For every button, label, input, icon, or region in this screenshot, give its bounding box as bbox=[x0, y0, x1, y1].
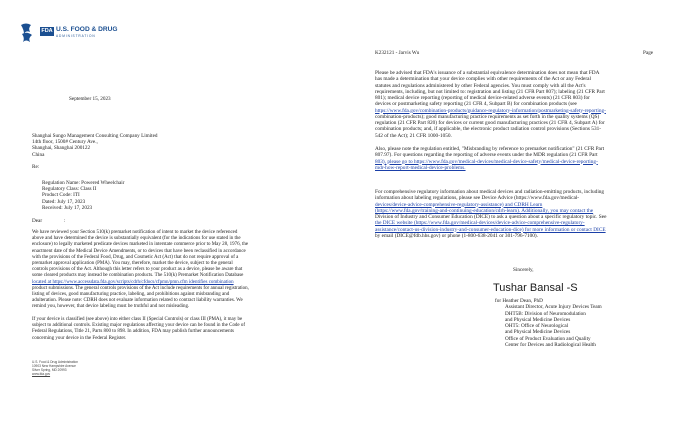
footer-address bbox=[32, 360, 78, 376]
body-line: above and have determined the device is substantially equivalent (for the indications for use stated in the bbox=[32, 235, 241, 242]
footer-line: U.S. Food & Drug Administration bbox=[32, 360, 79, 364]
regulation-block bbox=[42, 180, 124, 211]
mdr-link-line[interactable]: mdr-how-report-medical-device-problems. bbox=[375, 164, 466, 171]
fda-logo-box: FDA bbox=[41, 28, 53, 34]
body-line: combination-products); good manufacturing practice requirements as set forth in the quality systems (QS) bbox=[375, 113, 600, 120]
body-line: by email (DICE@fdb.hhs.gov) or phone (1-800-638-2041 or 301-796-7100). bbox=[375, 232, 538, 239]
body-line: remind you, however, that device labeling must be truthful and not misleading. bbox=[32, 303, 190, 310]
body-line: combination products; and, if applicable, the electronic product radiation control provisions (Sections 531- bbox=[375, 126, 602, 133]
signer-line: DHT5B: Division of Neuromodulation bbox=[505, 310, 586, 317]
re-label: Re: bbox=[32, 164, 40, 170]
body-line: enclosure) to legally marketed predicate devices marketed in interstate commerce prior to May 28, 1976, the bbox=[32, 241, 249, 248]
body-line: 807.97). For questions regarding the reporting of adverse events under the MDR regulation (21 CFR Part bbox=[375, 152, 598, 159]
body-paragraph-2 bbox=[32, 316, 245, 341]
addressee-block bbox=[32, 133, 158, 158]
letter-date: September 15, 2023 bbox=[69, 96, 111, 102]
regulation-line: Received: July 17, 2023 bbox=[42, 204, 93, 211]
agency-name: U.S. FOOD & DRUG bbox=[56, 26, 118, 33]
signer-line: Center for Devices and Radiological Health bbox=[505, 342, 596, 349]
regulation-line: Product Code: ITI bbox=[42, 192, 80, 199]
dice-link-line[interactable]: assistance/contact-us-division-industry-and-consumer-education-dice) for more information or contact DICE bbox=[375, 226, 606, 233]
regulation-line: Dated: July 17, 2023 bbox=[42, 198, 86, 205]
body-line: with the provisions of the Federal Food, Drug, and Cosmetic Act (Act) that do not require approval of a bbox=[32, 253, 239, 260]
letter-page-1 bbox=[0, 0, 344, 431]
footer-website-link[interactable]: www.fda.gov bbox=[32, 372, 51, 376]
body-line: concerning your device in the Federal Register. bbox=[32, 334, 127, 341]
body-paragraph-1 bbox=[32, 229, 249, 310]
body-line: Also, please note the regulation entitled, "Misbranding by reference to premarket notification" (21 CFR Part bbox=[375, 146, 605, 152]
body-line: Please be advised that FDA's issuance of a substantial equivalence determination does not mean that FDA bbox=[375, 70, 600, 76]
footer-line: Silver Spring, MD 20993 bbox=[32, 368, 67, 372]
agency-subtitle: ADMINISTRATION bbox=[56, 34, 96, 38]
page-header-page: Page bbox=[643, 50, 654, 56]
device-advice-link-line[interactable]: devices/device-advice-comprehensive-regulatory-assistance) and CDRH Learn bbox=[375, 201, 543, 208]
body-line: Division of Industry and Consumer Education (DICE) to ask a question about a specific regulatory topic. See bbox=[375, 214, 607, 220]
addressee-line: 14th floor, 1500# Century Ave., bbox=[32, 139, 98, 146]
signer-line: for Heather Dean, PhD bbox=[495, 298, 543, 304]
regulation-line: Regulation Name: Powered Wheelchair bbox=[42, 180, 125, 186]
body-line: If your device is classified (see above) into either class II (Special Controls) or class III (PMA), it may be bbox=[32, 316, 243, 322]
body-line: For comprehensive regulatory information about medical devices and radiation-emitting products, including bbox=[375, 189, 605, 195]
signature: Tushar Bansal -S bbox=[493, 282, 578, 294]
body-line: information about labeling regulations, please see Device Advice (https://www.fda.gov/medical- bbox=[375, 195, 580, 202]
postmarketing-link-line[interactable]: https://www.fda.gov/combination-products/guidance-regulatory-information/postmarketing-safety-reporting- bbox=[375, 107, 606, 114]
body-paragraph-4 bbox=[375, 146, 604, 171]
letter-page-2 bbox=[345, 0, 689, 431]
addressee-line: China bbox=[32, 151, 45, 158]
page-header-reference: K232121 - Jarvis Wu bbox=[375, 50, 420, 56]
body-line: regulation (21 CFR Part 820) for devices or current good manufacturing practices (21 CFR 4, Subpart A) for bbox=[375, 120, 605, 126]
hhs-eagle-logo bbox=[18, 22, 35, 44]
body-line: product submissions. The general controls provisions of the Act include requirements for annual registration, bbox=[32, 284, 249, 291]
signer-line: Assistant Director, Acute Injury Devices Team bbox=[505, 304, 602, 311]
mdr-link-line[interactable]: 803), please go to https://www.fda.gov/medical-devices/medical-device-safety/medical-device-reporting- bbox=[375, 158, 598, 165]
body-line: devices or postmarketing safety reporting (21 CFR 4, Subpart B) for combination products (see bbox=[375, 101, 577, 108]
addressee-line: Shanghai Sungo Management Consulting Company Limited bbox=[32, 133, 158, 139]
closing: Sincerely, bbox=[513, 267, 534, 273]
body-line: statutes and regulations administered by other Federal agencies. You must comply with all the Act's bbox=[375, 82, 586, 89]
signer-line: and Physical Medicine Devices bbox=[505, 329, 571, 336]
body-line: 801); medical device reporting (reporting of medical device-related adverse events) (21 CFR 803) for bbox=[375, 95, 590, 101]
body-line: listing of devices, good manufacturing practice, labeling, and prohibitions against misbranding and bbox=[32, 291, 230, 298]
body-line: enactment date of the Medical Device Amendments, or to devices that have been reclassified in accordance bbox=[32, 247, 246, 254]
body-line: subject to additional controls. Existing major regulations affecting your device can be found in the Code of bbox=[32, 322, 246, 329]
database-link-line[interactable]: located at https://www.accessdata.fda.gov/scripts/cdrh/cfdocs/cfpmn/pmn.cfm identifies combination bbox=[32, 278, 234, 285]
footer-line: 10903 New Hampshire Avenue bbox=[32, 364, 76, 368]
body-line: requirements, including, but not limited to: registration and listing (21 CFR Part 807); labeling (21 CFR Part bbox=[375, 88, 605, 95]
body-line: adulteration. Please note: CDRH does not evaluate information related to contract liability warranties. We bbox=[32, 297, 243, 304]
body-line: has made a determination that your device complies with other requirements of the Act or any Federal bbox=[375, 76, 592, 83]
body-line: Federal Regulations, Title 21, Parts 800 to 898. In addition, FDA may publish further announcements bbox=[32, 328, 234, 335]
body-paragraph-5 bbox=[375, 189, 606, 239]
body-line: some cleared products may instead be combination products. The 510(k) Premarket Notification Database bbox=[32, 272, 244, 279]
body-line: 542 of the Act); 21 CFR 1000-1050. bbox=[375, 132, 452, 139]
signer-line: OHT5: Office of Neurological bbox=[505, 323, 569, 330]
salutation: Dear bbox=[32, 218, 43, 224]
cdrh-learn-link-line[interactable]: (https://www.fda.gov/training-and-continuing-education/cdrh-learn). Additionally, you may contact the bbox=[375, 207, 594, 214]
addressee-line: Shanghai, Shanghai 200122 bbox=[32, 145, 91, 152]
signer-line: and Physical Medicine Devices bbox=[505, 316, 571, 323]
body-line: premarket approval application (PMA). You may, therefore, market the device, subject to the general bbox=[32, 260, 233, 267]
body-line: controls provisions of the Act. Although this letter refers to your product as a device, please be aware that bbox=[32, 266, 243, 273]
signer-line: Office of Product Evaluation and Quality bbox=[505, 335, 591, 342]
signer-block bbox=[495, 298, 602, 348]
body-paragraph-3 bbox=[375, 70, 606, 139]
salutation-colon: : bbox=[64, 218, 66, 224]
dice-link-line[interactable]: the DICE website (https://www.fda.gov/medical-devices/device-advice-comprehensive-regulatory- bbox=[375, 220, 585, 227]
body-line: We have reviewed your Section 510(k) premarket notification of intent to market the device referenced bbox=[32, 229, 238, 235]
regulation-line: Regulatory Class: Class II bbox=[42, 186, 97, 193]
